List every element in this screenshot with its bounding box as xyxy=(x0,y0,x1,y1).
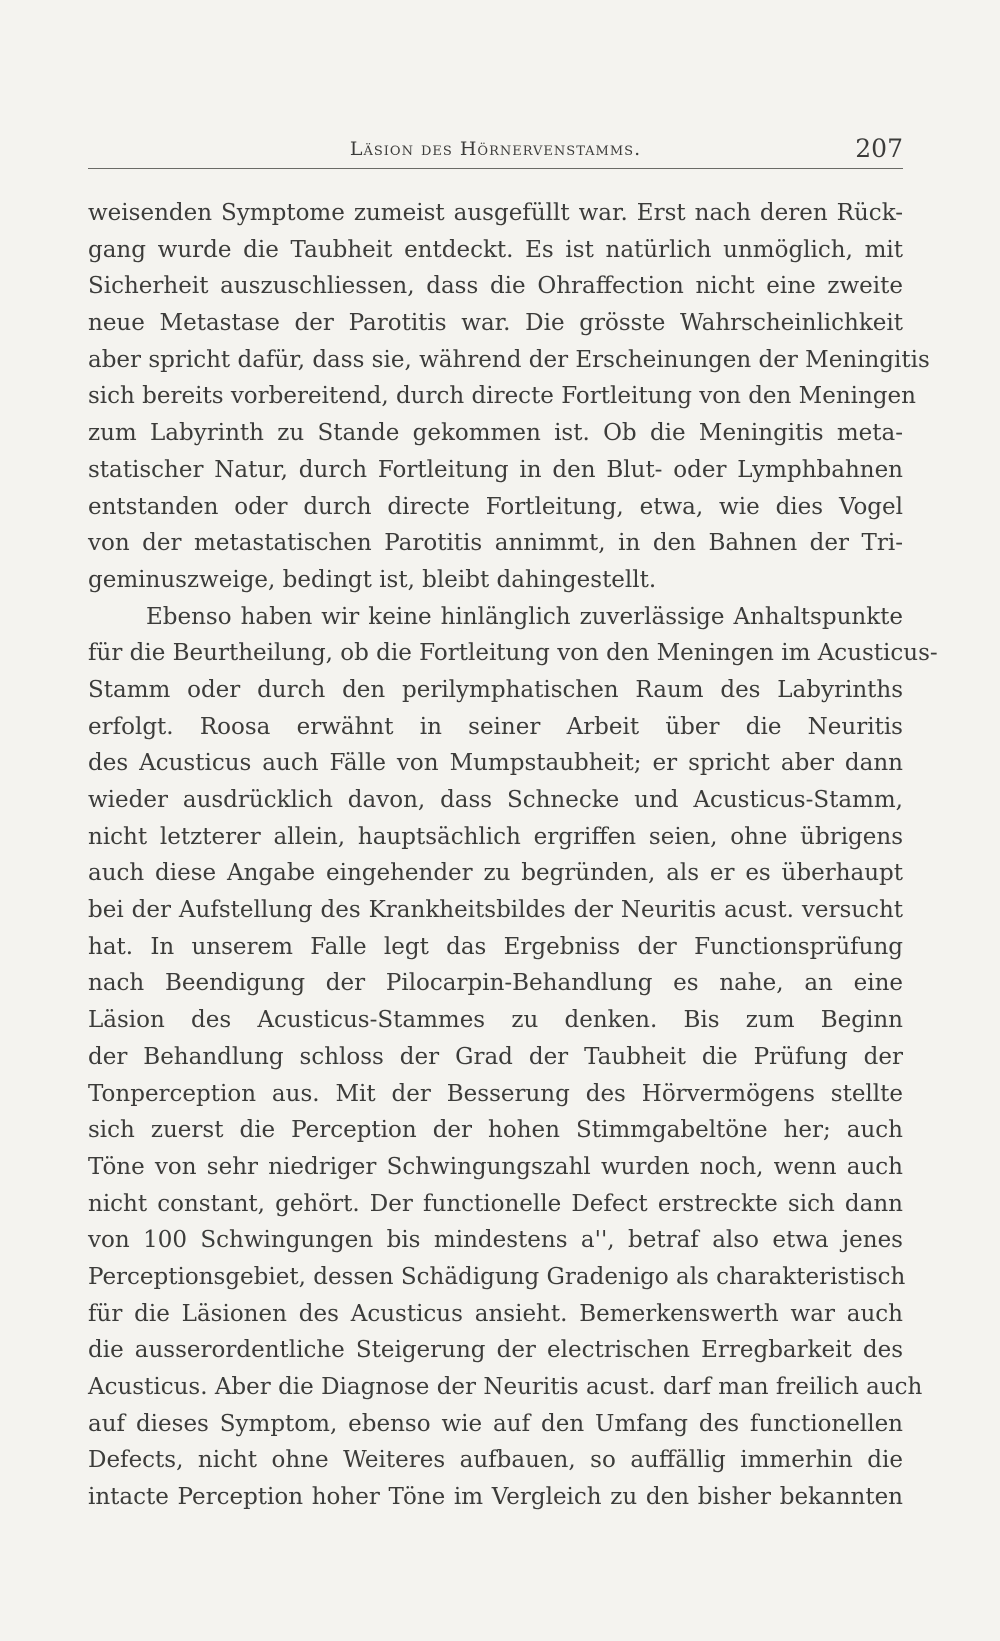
page-number: 207 xyxy=(855,134,903,163)
text-line: Sicherheit auszuschliessen, dass die Ohraffection nicht eine zweite xyxy=(88,273,903,300)
text-line: bei der Aufstellung des Krankheitsbildes der Neuritis acust. versucht xyxy=(88,897,903,924)
text-line: nicht constant, gehört. Der functionelle Defect erstreckte sich dann xyxy=(88,1190,903,1217)
text-line: geminuszweige, bedingt ist, bleibt dahingestellt. xyxy=(88,566,657,593)
text-line: auf dieses Symptom, ebenso wie auf den Umfang des functionellen xyxy=(88,1410,903,1437)
text-line: Acusticus. Aber die Diagnose der Neuritis acust. darf man freilich auch xyxy=(88,1374,923,1400)
text-line: aber spricht dafür, dass sie, während der Erscheinungen der Meningitis xyxy=(88,346,930,373)
text-line: erfolgt. Roosa erwähnt in seiner Arbeit über die Neuritis xyxy=(88,713,903,740)
running-title: Läsion des Hörnervenstamms. xyxy=(349,138,642,160)
text-line: zum Labyrinth zu Stande gekommen ist. Ob die Meningitis meta- xyxy=(88,420,903,447)
text-line: Stamm oder durch den perilymphatischen Raum des Labyrinths xyxy=(88,676,903,703)
text-line: Töne von sehr niedriger Schwingungszahl wurden noch, wenn auch xyxy=(88,1153,903,1180)
text-line: sich bereits vorbereitend, durch directe Fortleitung von den Meningen xyxy=(88,383,916,410)
text-line: auch diese Angabe eingehender zu begründen, als er es überhaupt xyxy=(88,860,903,887)
text-line: Ebenso haben wir keine hinlänglich zuverlässige Anhaltspunkte xyxy=(146,603,903,630)
text-line: nach Beendigung der Pilocarpin-Behandlung es nahe, an eine xyxy=(88,970,903,997)
text-line: neue Metastase der Parotitis war. Die grösste Wahrscheinlichkeit xyxy=(88,310,903,337)
text-line: hat. In unserem Falle legt das Ergebniss der Functionsprüfung xyxy=(88,933,903,960)
text-line: Perceptionsgebiet, dessen Schädigung Gradenigo als charakteristisch xyxy=(88,1263,906,1290)
text-line: weisenden Symptome zumeist ausgefüllt war. Erst nach deren Rück- xyxy=(88,200,903,226)
book-page xyxy=(88,128,938,1516)
text-line: von der metastatischen Parotitis annimmt, in den Bahnen der Tri- xyxy=(88,530,903,557)
text-line: für die Beurtheilung, ob die Fortleitung von den Meningen im Acusticus- xyxy=(88,640,938,667)
text-line: die ausserordentliche Steigerung der electrischen Erregbarkeit des xyxy=(88,1337,903,1364)
text-line: statischer Natur, durch Fortleitung in den Blut- oder Lymphbahnen xyxy=(88,456,903,483)
text-line: von 100 Schwingungen bis mindestens a'', betraf also etwa jenes xyxy=(88,1227,903,1254)
body-text xyxy=(88,195,938,1516)
text-line: Läsion des Acusticus-Stammes zu denken. Bis zum Beginn xyxy=(88,1007,903,1034)
text-line: gang wurde die Taubheit entdeckt. Es ist natürlich unmöglich, mit xyxy=(88,236,903,263)
text-line: für die Läsionen des Acusticus ansieht. Bemerkenswerth war auch xyxy=(88,1300,903,1327)
text-line: Tonperception aus. Mit der Besserung des Hörvermögens stellte xyxy=(88,1080,903,1107)
running-head xyxy=(88,128,903,169)
text-line: des Acusticus auch Fälle von Mumpstaubheit; er spricht aber dann xyxy=(88,750,903,777)
text-line: intacte Perception hoher Töne im Vergleich zu den bisher bekannten xyxy=(88,1484,903,1511)
text-line: der Behandlung schloss der Grad der Taubheit die Prüfung der xyxy=(88,1043,903,1070)
text-line: entstanden oder durch directe Fortleitung, etwa, wie dies Vogel xyxy=(88,493,903,520)
text-line: sich zuerst die Perception der hohen Stimmgabeltöne her; auch xyxy=(88,1117,903,1144)
text-line: wieder ausdrücklich davon, dass Schnecke und Acusticus-Stamm, xyxy=(88,787,903,813)
text-line: nicht letzterer allein, hauptsächlich ergriffen seien, ohne übrigens xyxy=(88,823,903,850)
text-line: Defects, nicht ohne Weiteres aufbauen, so auffällig immerhin die xyxy=(88,1447,903,1474)
